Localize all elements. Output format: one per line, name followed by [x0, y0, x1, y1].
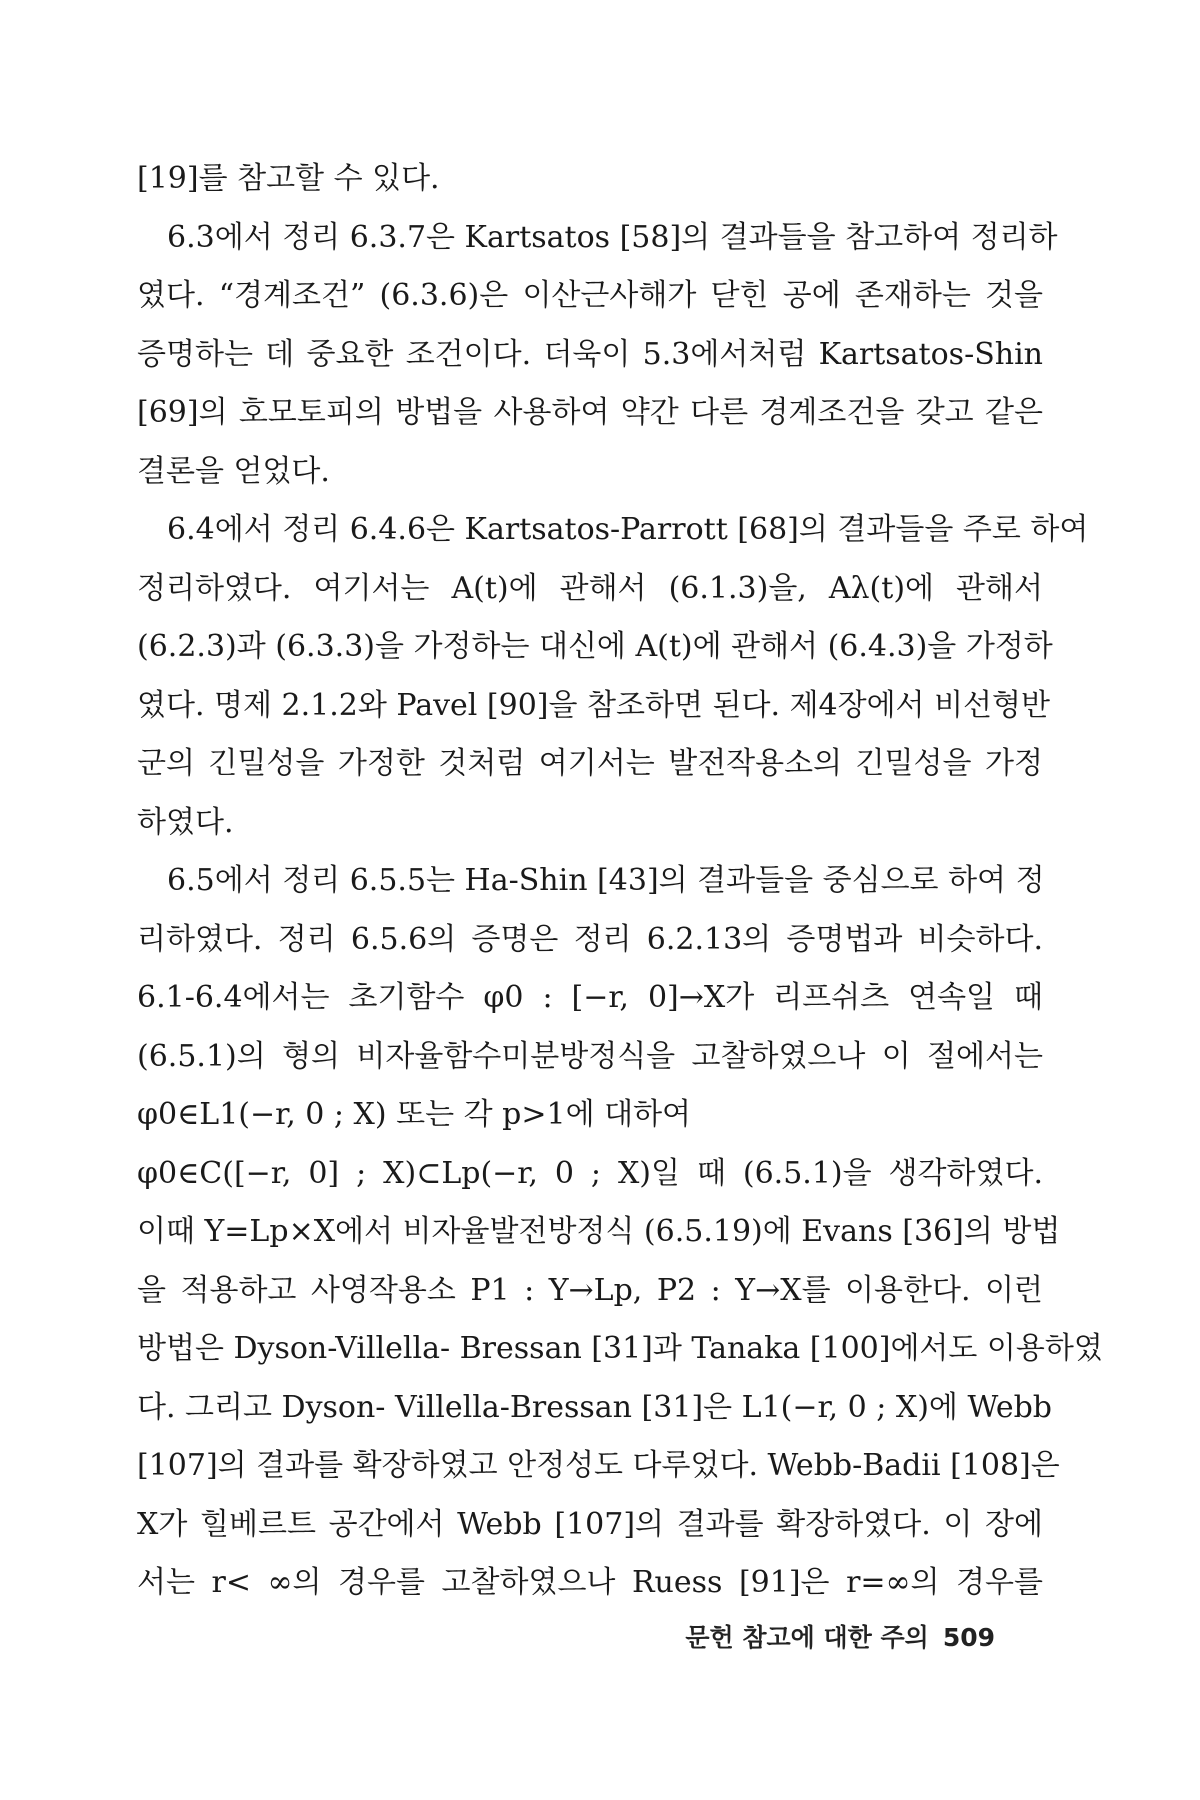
page-footer: [685, 1618, 995, 1654]
text-line: 정리하였다. 여기서는 A(t)에 관해서 (6.1.3)을, Aλ(t)에 관해서: [137, 570, 1043, 606]
text-line: 서는 r< ∞의 경우를 고찰하였으나 Ruess [91]은 r=∞의 경우를: [137, 1565, 1043, 1600]
page-number: 509: [942, 1623, 995, 1652]
text-line: [69]의 호모토피의 방법을 사용하여 약간 다른 경계조건을 갖고 같은: [137, 395, 1043, 430]
text-line: [19]를 참고할 수 있다.: [137, 161, 440, 196]
text-line: 하였다.: [137, 804, 234, 840]
text-line: 였다. 명제 2.1.2와 Pavel [90]을 참조하면 된다. 제4장에서 비선형반: [137, 687, 1050, 723]
text-line: 리하였다. 정리 6.5.6의 증명은 정리 6.2.13의 증명법과 비슷하다.: [137, 921, 1043, 957]
text-line: X가 힐베르트 공간에서 Webb [107]의 결과를 확장하였다. 이 장에: [137, 1506, 1043, 1542]
text-line: 6.3에서 정리 6.3.7은 Kartsatos [58]의 결과들을 참고하여 정리하: [167, 219, 1058, 255]
text-line: 이때 Y=Lp×X에서 비자율발전방정식 (6.5.19)에 Evans [36]의 방법: [137, 1214, 1061, 1249]
text-line: 다. 그리고 Dyson- Villella-Bressan [31]은 L1(−r, 0 ; X)에 Webb: [137, 1389, 1053, 1425]
text-line: φ0∈C([−r, 0] ; X)⊂Lp(−r, 0 ; X)일 때 (6.5.1)을 생각하였다.: [137, 1155, 1043, 1191]
text-line: (6.5.1)의 형의 비자율함수미분방정식을 고찰하였으나 이 절에서는: [137, 1038, 1043, 1074]
text-line: 였다. “경계조건” (6.3.6)은 이산근사해가 닫힌 공에 존재하는 것을: [137, 278, 1043, 313]
text-line: 증명하는 데 중요한 조건이다. 더욱이 5.3에서처럼 Kartsatos-Shin: [137, 336, 1043, 372]
text-line: 방법은 Dyson-Villella- Bressan [31]과 Tanaka [100]에서도 이용하였: [137, 1331, 1103, 1366]
text-line: 군의 긴밀성을 가정한 것처럼 여기서는 발전작용소의 긴밀성을 가정: [137, 746, 1043, 781]
text-line: 결론을 얻었다.: [137, 453, 330, 489]
text-line: 6.5에서 정리 6.5.5는 Ha-Shin [43]의 결과들을 중심으로 하여 정: [167, 863, 1045, 898]
text-line: (6.2.3)과 (6.3.3)을 가정하는 대신에 A(t)에 관해서 (6.4.3)을 가정하: [137, 629, 1053, 664]
text-line: 을 적용하고 사영작용소 P1 : Y→Lp, P2 : Y→X를 이용한다. 이런: [137, 1272, 1043, 1308]
body-text: [137, 150, 1103, 1613]
text-line: φ0∈L1(−r, 0 ; X) 또는 각 p>1에 대하여: [137, 1097, 692, 1132]
text-line: 6.1-6.4에서는 초기함수 φ0 : [−r, 0]→X가 리프쉬츠 연속일 때: [137, 980, 1043, 1015]
text-line: 6.4에서 정리 6.4.6은 Kartsatos-Parrott [68]의 결과들을 주로 하여: [167, 512, 1089, 547]
running-footer-title: 문헌 참고에 대한 주의: [685, 1623, 929, 1652]
text-line: [107]의 결과를 확장하였고 안정성도 다루었다. Webb-Badii [108]은: [137, 1448, 1060, 1483]
